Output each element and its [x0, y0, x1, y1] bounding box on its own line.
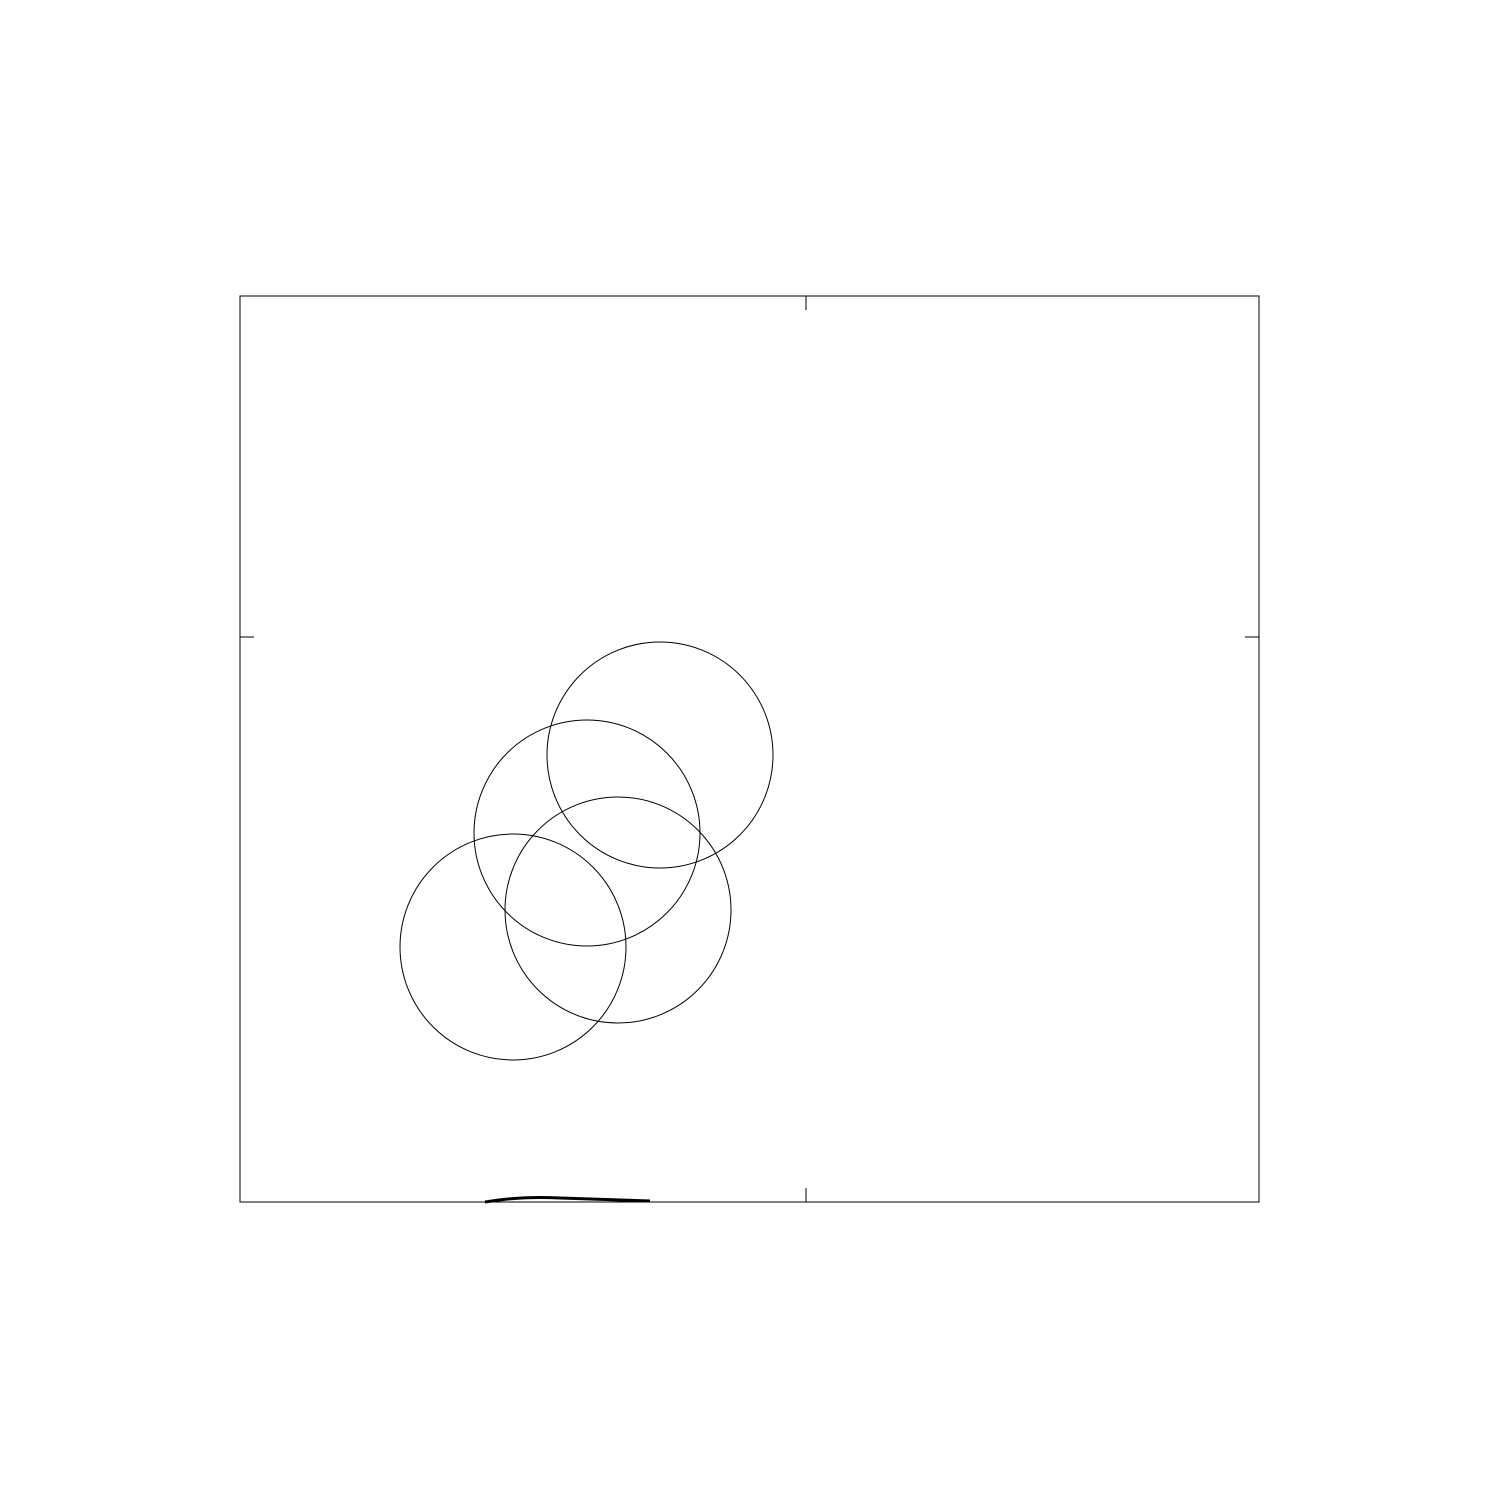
plot-frame	[240, 296, 1259, 1202]
red-river-boundary	[240, 386, 1258, 536]
axis-ticks	[240, 296, 1259, 1202]
range-circle-2	[474, 720, 700, 946]
radar-range-circles	[400, 642, 773, 1060]
range-circle-1	[547, 642, 773, 868]
bottom-boundary-segment	[485, 1198, 650, 1203]
